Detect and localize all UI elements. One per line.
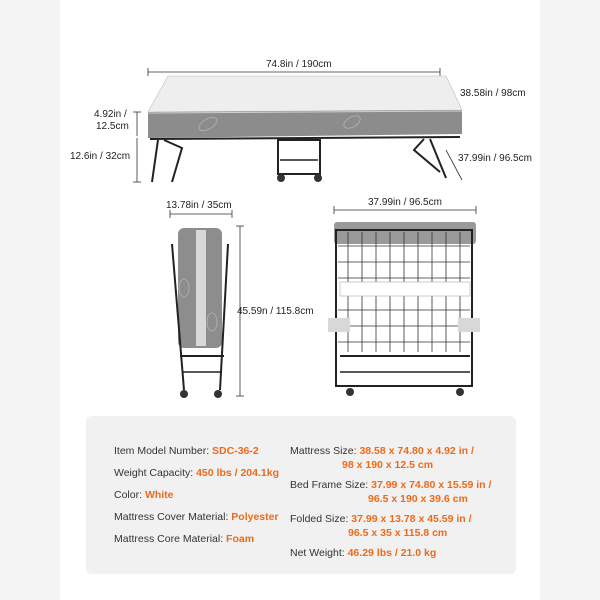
spec-value: White <box>144 489 174 501</box>
spec-label: Folded Size: <box>290 513 352 525</box>
bed-side-view <box>133 68 462 182</box>
bed-folded-view <box>170 210 244 398</box>
dim-mattress-thickness-2: 12.5cm <box>96 121 129 132</box>
dim-folded-height: 45.59n / 115.8cm <box>237 306 314 317</box>
dim-folded-width: 13.78in / 35cm <box>166 200 232 211</box>
spec-label: Net Weight: <box>290 547 348 559</box>
spec-label: Color: <box>114 489 145 501</box>
spec-label: Weight Capacity: <box>114 467 197 479</box>
spec-label: Mattress Core Material: <box>114 533 227 545</box>
spec-label: Mattress Cover Material: <box>114 511 232 523</box>
spec-value: Foam <box>226 533 255 545</box>
spec-value: SDC-36-2 <box>212 445 259 457</box>
spec-color <box>114 488 279 502</box>
spec-core-material <box>114 532 279 546</box>
spec-value: 38.58 x 74.80 x 4.92 in / <box>359 445 474 457</box>
specs-card <box>86 416 516 574</box>
spec-weight-capacity <box>114 466 279 480</box>
dim-side-width: 37.99in / 96.5cm <box>458 153 532 164</box>
specs-right-column <box>290 444 491 568</box>
dim-leg-height: 12.6in / 32cm <box>70 151 131 162</box>
spec-model-number <box>114 444 279 458</box>
specs-left-column <box>114 444 279 554</box>
spec-value: Polyester <box>231 511 279 523</box>
spec-value: 37.99 x 13.78 x 45.59 in / <box>351 513 472 525</box>
dim-mattress-thickness-1: 4.92in / <box>94 109 127 120</box>
spec-value: 450 lbs / 204.1kg <box>196 467 279 479</box>
spec-value-metric: 98 x 190 x 12.5 cm <box>342 459 434 471</box>
spec-frame-size <box>290 478 491 506</box>
spec-value-metric: 96.5 x 35 x 115.8 cm <box>348 527 448 539</box>
spec-label: Mattress Size: <box>290 445 360 457</box>
bed-frame-view <box>328 206 480 396</box>
spec-label: Bed Frame Size: <box>290 479 372 491</box>
spec-mattress-size <box>290 444 491 472</box>
spec-cover-material <box>114 510 279 524</box>
spec-net-weight <box>290 546 491 560</box>
dim-frame-width: 37.99in / 96.5cm <box>368 197 442 208</box>
spec-value: 46.29 lbs / 21.0 kg <box>347 547 437 559</box>
spec-value-metric: 96.5 x 190 x 39.6 cm <box>368 493 468 505</box>
dim-top-width: 38.58in / 98cm <box>460 88 526 99</box>
spec-folded-size <box>290 512 491 540</box>
spec-value: 37.99 x 74.80 x 15.59 in / <box>371 479 492 491</box>
spec-label: Item Model Number: <box>114 445 213 457</box>
dim-top-length: 74.8in / 190cm <box>266 59 332 70</box>
